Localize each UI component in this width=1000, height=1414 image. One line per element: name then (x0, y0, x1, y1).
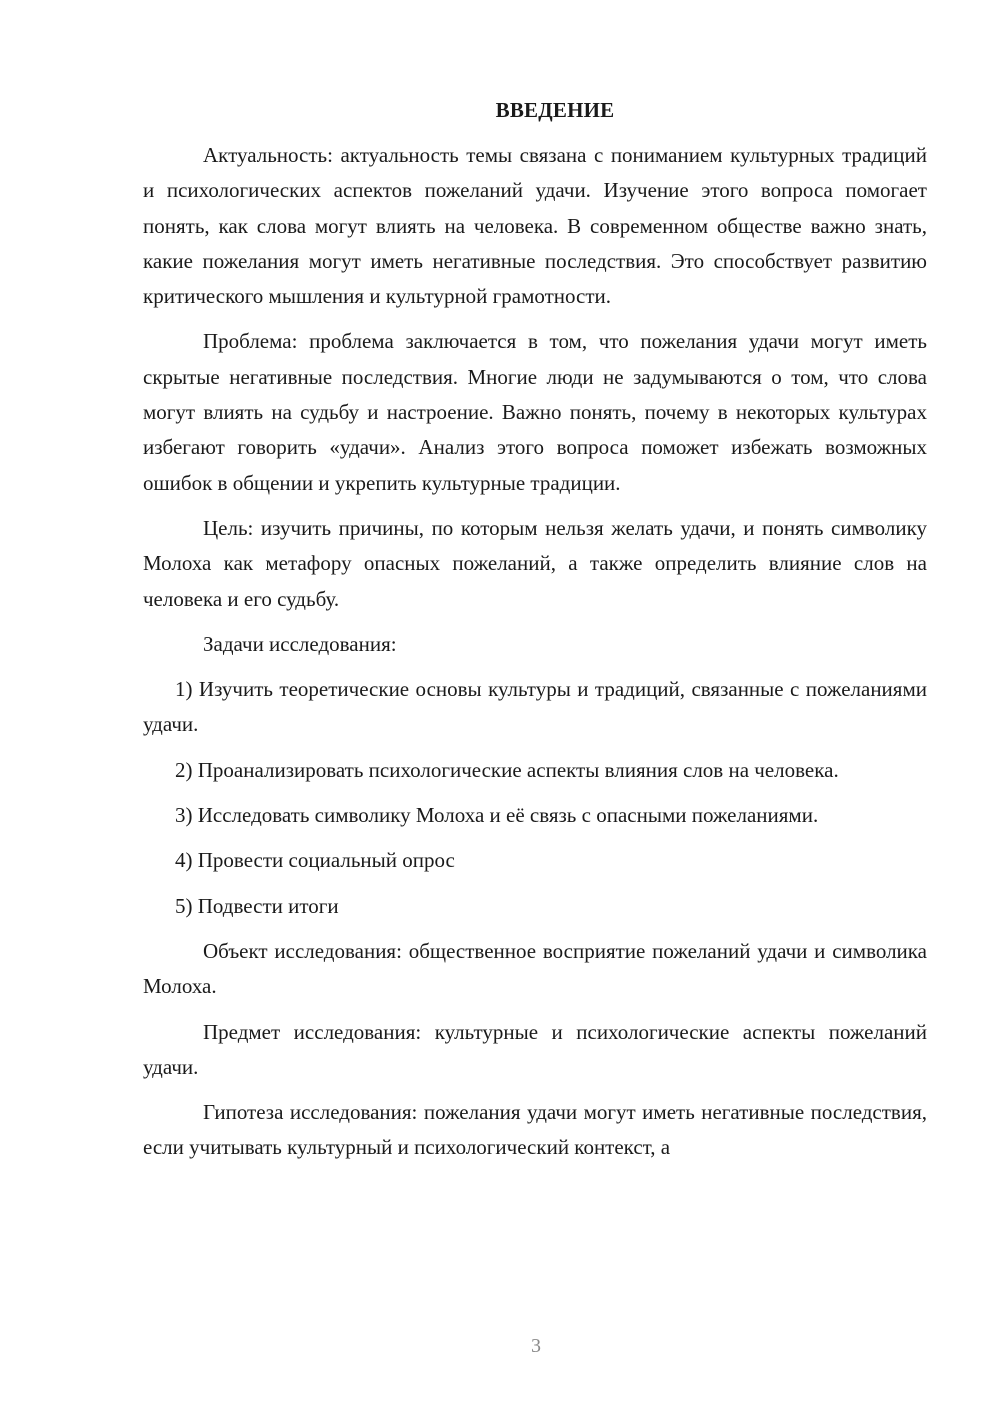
problem-paragraph: Проблема: проблема заключается в том, что пожелания удачи могут иметь скрытые негативные последствия. Многие люди не задумываются о том, что слова могут влиять на судьбу и настроение. Важно понять, почему в некоторых культурах избегают говорить «удачи». Анализ этого вопроса поможет избежать возможных ошибок в общении и укрепить культурные традиции. (143, 329, 927, 495)
object-paragraph: Объект исследования: общественное восприятие пожеланий удачи и символика Молоха. (143, 938, 927, 999)
tasks-title: Задачи исследования: (203, 631, 397, 656)
hypothesis-paragraph: Гипотеза исследования: пожелания удачи могут иметь негативные последствия, если учитывать культурный и психологический контекст, а (143, 1100, 927, 1160)
task-item-5: 5) Подвести итоги (175, 893, 339, 918)
document-page (143, 94, 927, 1166)
task-item-3: 3) Исследовать символику Молоха и её связь с опасными пожеланиями. (175, 803, 819, 828)
relevance-paragraph: Актуальность: актуальность темы связана с пониманием культурных традиций и психологических аспектов пожеланий удачи. Изучение этого вопроса помогает понять, как слова могут влиять на человека. В современном обществе важно знать, какие пожелания могут иметь негативные последствия. Это способствует развитию критического мышления и культурной грамотности. (143, 143, 927, 309)
goal-paragraph: Цель: изучить причины, по которым нельзя желать удачи, и понять символику Молоха как метафору опасных пожеланий, а также определить влияние слов на человека и его судьбу. (143, 515, 927, 611)
subject-paragraph: Предмет исследования: культурные и психологические аспекты пожеланий удачи. (143, 1019, 927, 1079)
task-item-4: 4) Провести социальный опрос (175, 848, 455, 873)
task-item-1: 1) Изучить теоретические основы культуры и традиций, связанные с пожеланиями удачи. (143, 677, 927, 737)
page-number: 3 (531, 1335, 541, 1357)
task-item-2: 2) Проанализировать психологические аспекты влияния слов на человека. (175, 757, 839, 782)
section-heading: ВВЕДЕНИЕ (495, 98, 615, 122)
